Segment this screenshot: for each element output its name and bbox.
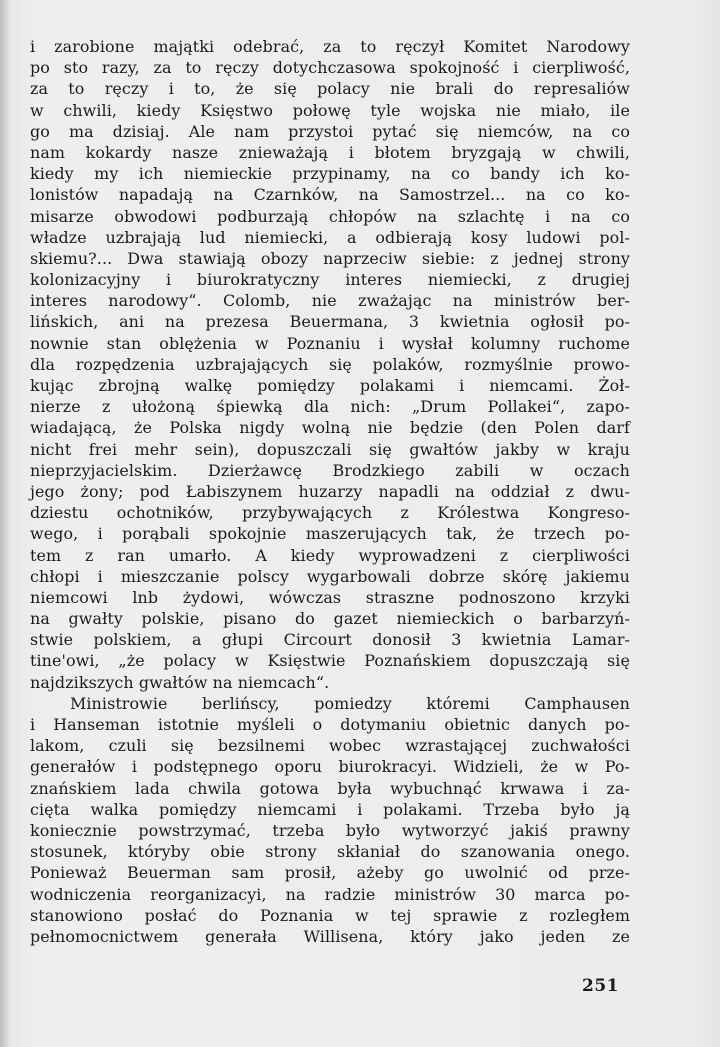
text-line: lińskich, ani na prezesa Beuermana, 3 kwietnia ogłosił po- <box>30 312 630 332</box>
text-line: go ma dzisiaj. Ale nam przystoi pytać się niemców, na co <box>30 121 630 141</box>
text-line: nierze z ułożoną śpiewką dla nich: „Drum Pollakei“, zapo- <box>30 397 630 417</box>
text-line: i zarobione majątki odebrać, za to ręczył Komitet Narodowy <box>30 37 630 56</box>
text-line: Ponieważ Beuerman sam prosił, ażeby go uwolnić od prze- <box>30 863 630 883</box>
page-number: 251 <box>582 976 619 996</box>
text-line: lakom, czuli się bezsilnemi wobec wzrastającej zuchwałości <box>30 736 630 756</box>
text-line: wego, i porąbali spokojnie maszerujących tak, że trzech po- <box>30 524 630 544</box>
text-line: tine'owi, „że polacy w Księstwie Poznańskiem dopuszczają się <box>30 651 630 671</box>
text-line: niemcowi lnb żydowi, wówczas straszne podnoszono krzyki <box>30 587 630 607</box>
text-line: stosunek, któryby obie strony skłaniał do szanowania onego. <box>30 842 630 862</box>
text-line: stwie polskiem, a głupi Circourt donosił 3 kwietnia Lamar- <box>30 630 630 650</box>
text-line: władze uzbrajają lud niemiecki, a odbierają kosy ludowi pol- <box>30 227 630 247</box>
text-line: kując zbrojną walkę pomiędzy polakami i niemcami. Żoł- <box>30 376 630 395</box>
text-line: stanowiono posłać do Poznania w tej sprawie z rozległem <box>30 905 630 925</box>
text-line: po sto razy, za to ręczy dotychczasowa spokojność i cierpliwość, <box>30 58 630 78</box>
text-line: pełnomocnictwem generała Willisena, który jako jeden ze <box>30 926 630 946</box>
text-line: na gwałty polskie, pisano do gazet niemieckich o barbarzyń- <box>30 609 630 629</box>
text-line: kolonizacyjny i biurokratyczny interes niemiecki, z drugiej <box>30 270 630 290</box>
text-line: chłopi i mieszczanie polscy wygarbowali dobrze skórę jakiemu <box>30 566 630 586</box>
text-line: nownie stan oblężenia w Poznaniu i wysłał kolumny ruchome <box>30 333 630 353</box>
text-line: wiadającą, że Polska nigdy wolną nie będzie (den Polen darf <box>30 418 630 438</box>
text-line: jego żony; pod Łabiszynem huzarzy napadli na oddział z dwu- <box>30 481 630 501</box>
text-line: misarze obwodowi podburzają chłopów na szlachtę i na co <box>30 206 630 226</box>
text-line: koniecznie powstrzymać, trzeba było wytworzyć jakiś prawny <box>30 820 630 840</box>
text-line: kiedy my ich niemieckie przypinamy, na co bandy ich ko- <box>30 164 630 184</box>
text-line: lonistów napadają na Czarnków, na Samostrzel... na co ko- <box>30 185 630 205</box>
text-line: znańskiem lada chwila gotowa była wybuchnąć krwawa i za- <box>30 778 630 798</box>
text-line: wodniczenia reorganizacyi, na radzie ministrów 30 marca po- <box>30 884 630 904</box>
text-line: generałów i podstępnego oporu biurokracyi. Widzieli, że w Po- <box>30 757 630 777</box>
text-line: dla rozpędzenia uzbrajających się polaków, rozmyślnie prowo- <box>30 354 630 374</box>
text-line: w chwili, kiedy Księstwo połowę tyle wojska nie miało, ile <box>30 100 630 120</box>
text-line: za to ręczy i to, że się polacy nie brali do represaliów <box>30 79 630 99</box>
text-line: tem z ran umarło. A kiedy wyprowadzeni z cierpliwości <box>30 545 630 565</box>
body-text <box>30 36 630 947</box>
text-line: nam kokardy nasze znieważają i błotem bryzgają w chwili, <box>30 142 630 162</box>
text-line: cięta walka pomiędzy niemcami i polakami. Trzeba było ją <box>30 799 630 819</box>
text-line: nieprzyjacielskim. Dzierżawcę Brodzkiego zabili w oczach <box>30 460 630 480</box>
text-line: dziestu ochotników, przybywających z Królestwa Kongreso- <box>30 503 630 523</box>
text-line: najdzikszych gwałtów na niemcach“. <box>30 672 330 692</box>
text-line: Ministrowie berlińscy, pomiedzy któremi Camphausen <box>70 693 630 713</box>
text-line: nicht frei mehr sein), dopuszczali się gwałtów jakby w kraju <box>30 439 630 459</box>
text-line: skiemu?... Dwa stawiają obozy naprzeciw siebie: z jednej strony <box>30 248 630 268</box>
text-line: i Hanseman istotnie myśleli o dotymaniu obietnic danych po- <box>30 715 630 734</box>
text-line: interes narodowy“. Colomb, nie zważając na ministrów ber- <box>30 291 630 311</box>
binding-shadow <box>0 0 10 1047</box>
